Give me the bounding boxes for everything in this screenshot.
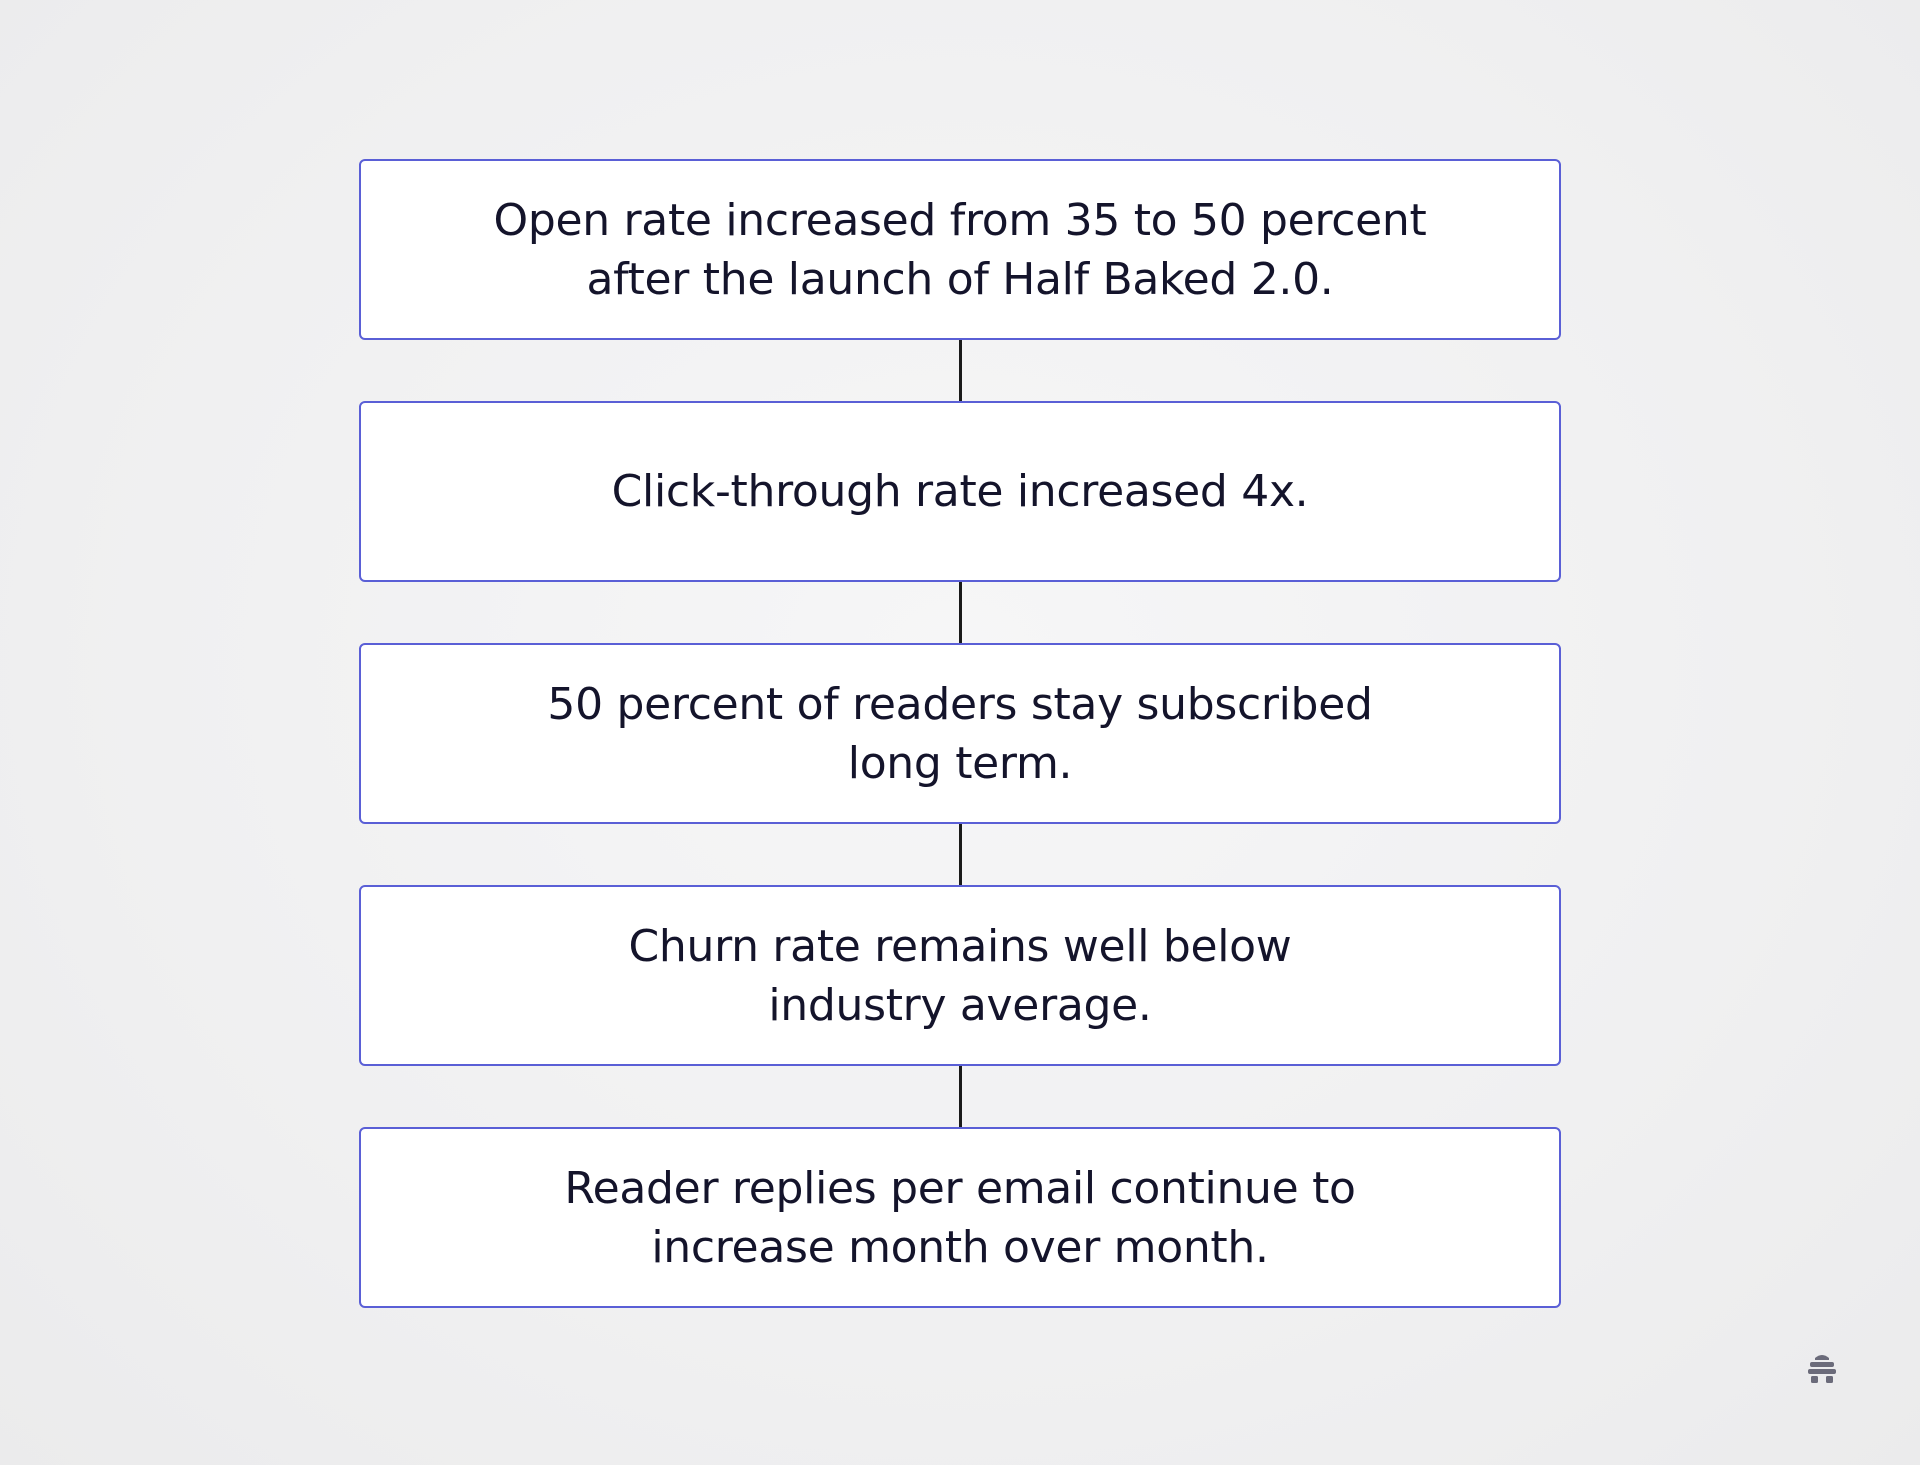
flow-diagram — [359, 159, 1561, 1308]
flow-step-text: Reader replies per email continue to increase month over month. — [564, 1162, 1356, 1273]
flow-step-text: Click-through rate increased 4x. — [611, 466, 1309, 517]
flow-step-open-rate — [359, 159, 1561, 340]
flow-step-text: Churn rate remains well below industry average. — [628, 920, 1292, 1031]
flow-connector — [959, 1066, 962, 1127]
flow-connector — [959, 582, 962, 643]
flow-step-retention — [359, 643, 1561, 824]
flow-step-text: 50 percent of readers stay subscribed long term. — [547, 678, 1373, 789]
flow-connector — [959, 824, 962, 885]
flow-step-click-through — [359, 401, 1561, 582]
flow-step-churn — [359, 885, 1561, 1066]
flow-step-text: Open rate increased from 35 to 50 percent after the launch of Half Baked 2.0. — [493, 194, 1427, 305]
flow-step-replies — [359, 1127, 1561, 1308]
flow-connector — [959, 340, 962, 401]
beehive-icon — [1804, 1350, 1840, 1386]
